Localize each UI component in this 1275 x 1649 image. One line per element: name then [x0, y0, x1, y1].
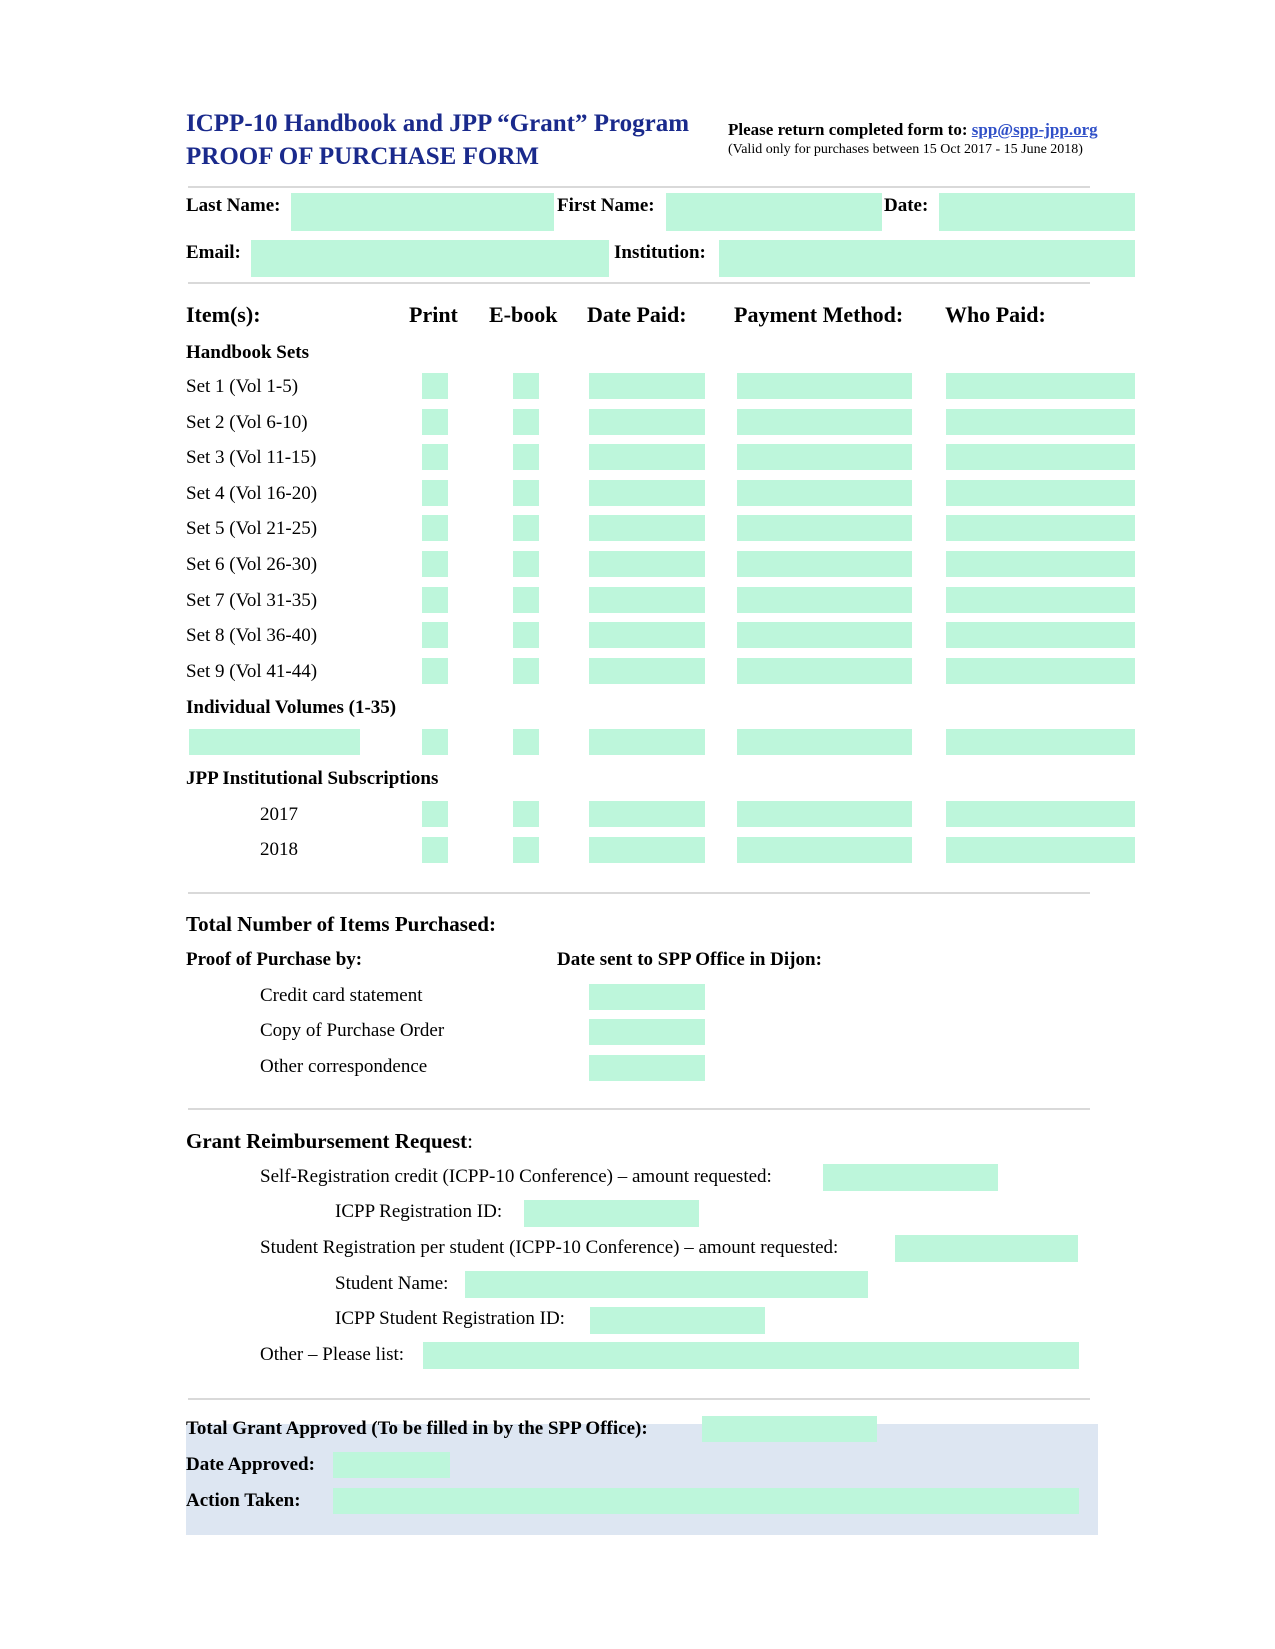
set-1-ebook-checkbox[interactable] [513, 373, 539, 399]
set-6-ebook-checkbox[interactable] [513, 551, 539, 577]
divider [188, 282, 1090, 284]
set-8-who-paid-field[interactable] [946, 622, 1135, 648]
set-1-date-paid-field[interactable] [589, 373, 705, 399]
subscription-year-label: 2018 [260, 839, 298, 860]
grant-heading [186, 1129, 473, 1154]
items-column-header: Item(s): [186, 302, 261, 327]
handbook-set-label: Set 1 (Vol 1-5) [186, 376, 299, 397]
proof-by-label: Proof of Purchase by: [186, 949, 363, 970]
credit-card-date-field[interactable] [589, 984, 705, 1010]
sub-2017-date-paid-field[interactable] [589, 801, 705, 827]
individual-payment-method-field[interactable] [737, 729, 912, 755]
last-name-field[interactable] [291, 193, 554, 231]
set-5-payment-method-field[interactable] [737, 515, 912, 541]
payment-method-column-header: Payment Method: [734, 302, 904, 327]
sub-2018-print-checkbox[interactable] [422, 837, 448, 863]
handbook-set-label: Set 2 (Vol 6-10) [186, 412, 308, 433]
grant-heading-colon: : [467, 1129, 473, 1153]
action-taken-label: Action Taken: [186, 1490, 301, 1511]
handbook-set-label: Set 5 (Vol 21-25) [186, 518, 318, 539]
subscription-year-label: 2017 [260, 804, 298, 825]
set-2-date-paid-field[interactable] [589, 409, 705, 435]
action-taken-field[interactable] [333, 1488, 1079, 1514]
form-title-line2: PROOF OF PURCHASE FORM [186, 143, 539, 170]
set-4-date-paid-field[interactable] [589, 480, 705, 506]
return-instruction [728, 120, 1098, 140]
set-3-print-checkbox[interactable] [422, 444, 448, 470]
set-2-print-checkbox[interactable] [422, 409, 448, 435]
handbook-set-label: Set 4 (Vol 16-20) [186, 483, 318, 504]
set-6-payment-method-field[interactable] [737, 551, 912, 577]
sub-2017-who-paid-field[interactable] [946, 801, 1135, 827]
student-registration-amount-field[interactable] [895, 1235, 1078, 1262]
proof-option-label: Credit card statement [260, 985, 423, 1006]
individual-volumes-heading: Individual Volumes (1-35) [186, 697, 397, 718]
handbook-set-label: Set 7 (Vol 31-35) [186, 590, 318, 611]
student-name-label: Student Name: [335, 1273, 449, 1294]
total-items-label: Total Number of Items Purchased: [186, 912, 496, 936]
set-4-print-checkbox[interactable] [422, 480, 448, 506]
total-grant-label: Total Grant Approved (To be filled in by the SPP Office): [186, 1418, 648, 1439]
set-9-ebook-checkbox[interactable] [513, 658, 539, 684]
divider [188, 1108, 1090, 1110]
set-9-date-paid-field[interactable] [589, 658, 705, 684]
set-3-who-paid-field[interactable] [946, 444, 1135, 470]
office-use-panel [186, 1424, 1098, 1535]
set-1-print-checkbox[interactable] [422, 373, 448, 399]
sub-2017-payment-method-field[interactable] [737, 801, 912, 827]
sub-2018-ebook-checkbox[interactable] [513, 837, 539, 863]
set-2-ebook-checkbox[interactable] [513, 409, 539, 435]
set-9-print-checkbox[interactable] [422, 658, 448, 684]
handbook-sets-heading: Handbook Sets [186, 342, 310, 363]
self-registration-amount-field[interactable] [823, 1164, 998, 1191]
set-8-date-paid-field[interactable] [589, 622, 705, 648]
sub-2018-payment-method-field[interactable] [737, 837, 912, 863]
first-name-label: First Name: [557, 195, 655, 216]
set-9-who-paid-field[interactable] [946, 658, 1135, 684]
form-title-line1: ICPP-10 Handbook and JPP “Grant” Program [186, 110, 690, 137]
set-7-ebook-checkbox[interactable] [513, 587, 539, 613]
proof-option-label: Other correspondence [260, 1056, 428, 1077]
sub-2018-who-paid-field[interactable] [946, 837, 1135, 863]
set-1-payment-method-field[interactable] [737, 373, 912, 399]
set-5-print-checkbox[interactable] [422, 515, 448, 541]
print-column-header: Print [409, 302, 458, 327]
subscriptions-heading: JPP Institutional Subscriptions [186, 768, 439, 789]
set-7-date-paid-field[interactable] [589, 587, 705, 613]
handbook-set-label: Set 9 (Vol 41-44) [186, 661, 318, 682]
divider [188, 892, 1090, 894]
return-email-link[interactable]: spp@spp-jpp.org [971, 120, 1098, 139]
set-6-date-paid-field[interactable] [589, 551, 705, 577]
divider [188, 186, 1090, 188]
set-5-who-paid-field[interactable] [946, 515, 1135, 541]
other-correspondence-date-field[interactable] [589, 1055, 705, 1081]
date-label: Date: [884, 195, 929, 216]
student-registration-id-field[interactable] [590, 1307, 765, 1334]
date-sent-label: Date sent to SPP Office in Dijon: [557, 949, 822, 970]
grant-heading-text: Grant Reimbursement Request [186, 1129, 468, 1153]
who-paid-column-header: Who Paid: [945, 302, 1046, 327]
proof-option-label: Copy of Purchase Order [260, 1020, 445, 1041]
set-2-payment-method-field[interactable] [737, 409, 912, 435]
sub-2017-print-checkbox[interactable] [422, 801, 448, 827]
date-approved-field[interactable] [333, 1452, 450, 1478]
set-4-payment-method-field[interactable] [737, 480, 912, 506]
handbook-set-label: Set 8 (Vol 36-40) [186, 625, 318, 646]
handbook-set-label: Set 3 (Vol 11-15) [186, 447, 317, 468]
set-7-payment-method-field[interactable] [737, 587, 912, 613]
set-2-who-paid-field[interactable] [946, 409, 1135, 435]
set-8-print-checkbox[interactable] [422, 622, 448, 648]
individual-who-paid-field[interactable] [946, 729, 1135, 755]
set-6-print-checkbox[interactable] [422, 551, 448, 577]
other-field[interactable] [423, 1342, 1079, 1369]
individual-ebook-checkbox[interactable] [513, 729, 539, 755]
ebook-column-header: E-book [489, 302, 558, 327]
divider [188, 1398, 1090, 1400]
date-field[interactable] [939, 193, 1135, 231]
set-8-payment-method-field[interactable] [737, 622, 912, 648]
set-4-who-paid-field[interactable] [946, 480, 1135, 506]
date-paid-column-header: Date Paid: [587, 302, 687, 327]
set-7-print-checkbox[interactable] [422, 587, 448, 613]
individual-date-paid-field[interactable] [589, 729, 705, 755]
validity-note: (Valid only for purchases between 15 Oct 2017 - 15 June 2018) [728, 142, 1083, 157]
set-4-ebook-checkbox[interactable] [513, 480, 539, 506]
set-6-who-paid-field[interactable] [946, 551, 1135, 577]
set-3-date-paid-field[interactable] [589, 444, 705, 470]
set-5-ebook-checkbox[interactable] [513, 515, 539, 541]
set-9-payment-method-field[interactable] [737, 658, 912, 684]
set-3-payment-method-field[interactable] [737, 444, 912, 470]
return-label: Please return completed form to: [728, 120, 968, 139]
sub-2017-ebook-checkbox[interactable] [513, 801, 539, 827]
institution-field[interactable] [719, 240, 1135, 277]
set-7-who-paid-field[interactable] [946, 587, 1135, 613]
email-field[interactable] [251, 240, 609, 277]
purchase-order-date-field[interactable] [589, 1019, 705, 1045]
set-1-who-paid-field[interactable] [946, 373, 1135, 399]
individual-volumes-field[interactable] [189, 729, 360, 755]
total-grant-field[interactable] [702, 1416, 877, 1442]
set-8-ebook-checkbox[interactable] [513, 622, 539, 648]
student-registration-id-label: ICPP Student Registration ID: [335, 1308, 565, 1329]
first-name-field[interactable] [666, 193, 882, 231]
icpp-registration-id-label: ICPP Registration ID: [335, 1201, 503, 1222]
sub-2018-date-paid-field[interactable] [589, 837, 705, 863]
set-3-ebook-checkbox[interactable] [513, 444, 539, 470]
individual-print-checkbox[interactable] [422, 729, 448, 755]
student-name-field[interactable] [465, 1271, 868, 1298]
institution-label: Institution: [614, 242, 706, 263]
handbook-set-label: Set 6 (Vol 26-30) [186, 554, 318, 575]
self-registration-label: Self-Registration credit (ICPP-10 Conference) – amount requested: [260, 1166, 772, 1187]
icpp-registration-id-field[interactable] [524, 1200, 699, 1227]
date-approved-label: Date Approved: [186, 1454, 315, 1475]
other-label: Other – Please list: [260, 1344, 405, 1365]
email-label: Email: [186, 242, 241, 263]
last-name-label: Last Name: [186, 195, 281, 216]
set-5-date-paid-field[interactable] [589, 515, 705, 541]
student-registration-label: Student Registration per student (ICPP-10 Conference) – amount requested: [260, 1237, 839, 1258]
